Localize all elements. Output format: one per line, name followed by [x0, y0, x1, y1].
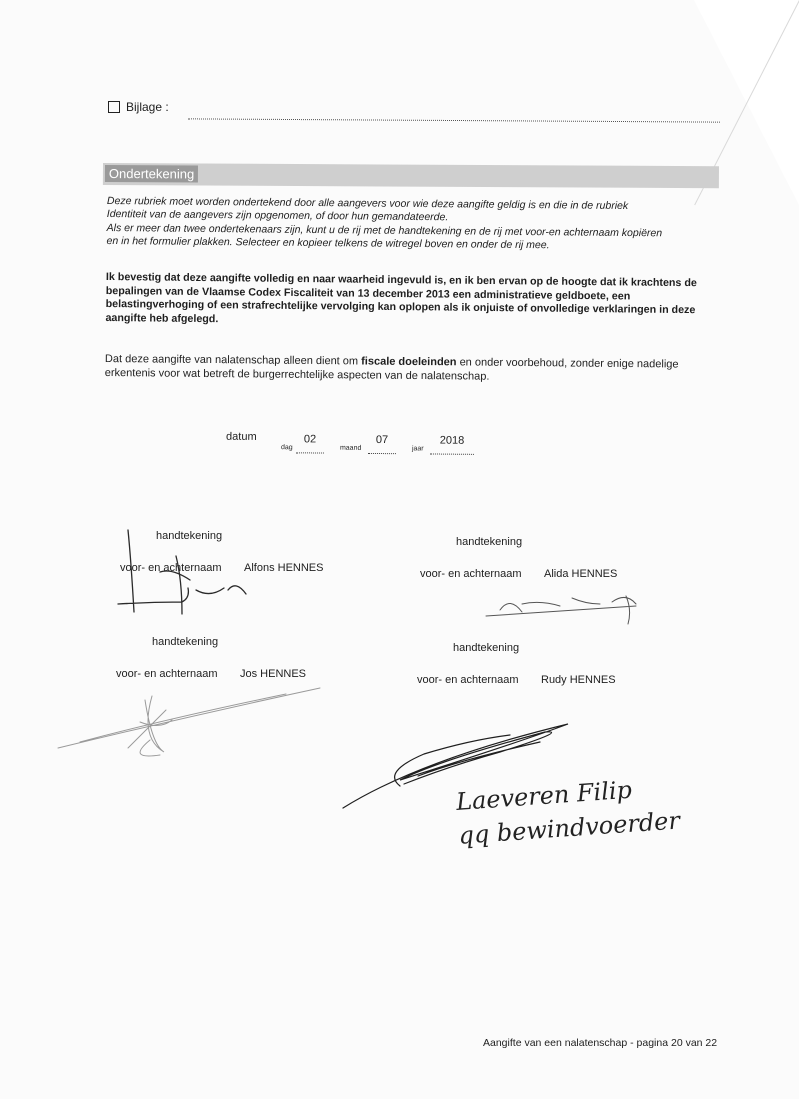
- signature-label: handtekening: [152, 636, 219, 648]
- day-label: dag: [280, 444, 293, 452]
- signature-jos: [58, 688, 320, 756]
- instruction-line: Als er meer dan twee ondertekenaars zijn, kunt u de rij met de handtekening en de rij met voor-en achternaam kopiëren: [106, 221, 663, 239]
- signature-label: handtekening: [156, 530, 223, 542]
- disclaimer-before: Dat deze aangifte van nalatenschap alleen dient om: [104, 353, 362, 368]
- name-label: voor- en achternaam: [420, 568, 522, 580]
- section-title: Ondertekening: [105, 165, 198, 182]
- instruction-line: Identiteit van de aangevers zijn opgenomen, of door hun gemandateerde.: [106, 208, 449, 224]
- name-label: voor- en achternaam: [116, 668, 218, 680]
- signer-name: Jos HENNES: [240, 668, 307, 680]
- signature-label: handtekening: [453, 642, 520, 654]
- date-label: datum: [226, 430, 257, 443]
- instruction-line: en in het formulier plakken. Selecteer en kopieer telkens de witregel boven en onder de rij mee.: [106, 234, 550, 252]
- attachment-label: Bijlage :: [126, 100, 169, 114]
- instruction-line: Deze rubriek moet worden ondertekend door alle aangevers voor wie deze aangifte geldig is en die in de rubriek: [106, 195, 629, 213]
- signature-label: handtekening: [456, 536, 523, 548]
- disclaimer-bold: fiscale doeleinden: [361, 355, 457, 369]
- page-footer: Aangifte van een nalatenschap - pagina 20 van 22: [483, 1037, 718, 1049]
- name-label: voor- en achternaam: [120, 562, 222, 574]
- handwritten-line: qq bewindvoerder: [457, 806, 681, 850]
- declaration-text: Ik bevestig dat deze aangifte volledig en naar waarheid ingevuld is, en ik ben ervan op de hoogte dat ik krachtens de bepalingen van de Vlaamse Codex Fiscaliteit van 13 december 2013 een administratieve geldboete, een belastingverhoging of een strafrechtelijke vervolging kan oplopen als ik onjuiste of onvolledige verklaringen in deze aangifte heb afgelegd.: [105, 271, 697, 325]
- signer-name: Alfons HENNES: [244, 562, 324, 574]
- year-field[interactable]: 2018: [430, 434, 474, 454]
- month-field[interactable]: 07: [368, 434, 396, 454]
- signature-alfons: [118, 530, 246, 614]
- month-label: maand: [339, 444, 362, 452]
- handwritten-line: Laeveren Filip: [455, 775, 633, 816]
- signature-alida: [486, 596, 636, 624]
- signer-name: Rudy HENNES: [541, 674, 616, 686]
- name-label: voor- en achternaam: [417, 674, 519, 686]
- year-label: jaar: [411, 445, 424, 453]
- day-field[interactable]: 02: [296, 433, 324, 453]
- disclaimer-after: en onder voorbehoud, zonder enige nadelige erkentenis voor wat betreft de burgerrechtelijke aspecten van de nalatenschap.: [104, 356, 679, 383]
- signer-name: Alida HENNES: [544, 568, 618, 580]
